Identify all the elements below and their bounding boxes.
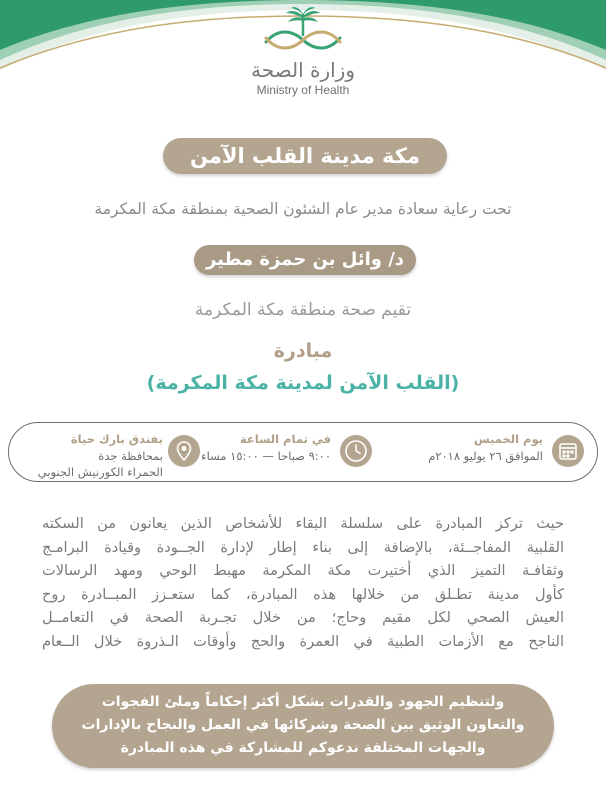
clock-icon [339, 434, 373, 468]
initiative-label: مبادرة [273, 340, 333, 362]
initiative-description [42, 512, 564, 653]
sponsor-text: تحت رعاية سعادة مدير عام الشئون الصحية بمنطقة مكة المكرمة [94, 200, 512, 218]
invitation-line: والجهات المختلفة ندعوكم للمشاركة في هذه المبادرة [120, 740, 486, 756]
ministry-logo [0, 6, 606, 97]
date-cell [401, 423, 597, 481]
description-line: كأول مدينة تطـلق من خلالها هذه المبادرة، كما ستعـزز المبــادرة روح [42, 585, 564, 603]
description-line: القلبية المفاجــئة، بالإضافة إلى بناء إطار لإدارة الجــودة وقيادة البرامـج [42, 538, 564, 556]
sponsor-name-banner: د/ وائل بن حمزة مطير [194, 245, 416, 275]
time-cell [201, 423, 397, 481]
initiative-name: (القلب الآمن لمدينة مكة المكرمة) [146, 372, 460, 394]
description-line: الناجح مع الأزمات الطبية في العمرة والحج وأوقات الـذروة خلال الــعام [42, 632, 564, 650]
ministry-name-arabic: وزارة الصحة [251, 58, 355, 82]
location-cell [9, 423, 205, 481]
description-line: حيث تركز المبادرة على سلسلة البقاء للأشخاص الذين يعانون من السكته [42, 515, 564, 532]
description-line: وثقافـة التميز الذي أختيرت مكة المكرمة مهبط الوحي ومهد الرسالات [42, 562, 564, 579]
invitation-line: ولتنظيم الجهود والقدرات بشكل أكثر إحكاماً وملئ الفجوات [101, 694, 505, 710]
invitation-line: والتعاون الوثيق بين الصحة وشركائها في العمل والنجاح بالإدارات [81, 717, 525, 733]
time-label: في تمام الساعة [239, 432, 331, 446]
event-title-banner: مكة مدينة القلب الآمن [163, 138, 447, 174]
calendar-icon [551, 434, 585, 468]
location-line3: الحمراء الكورنيش الجنوبي [37, 465, 163, 479]
ministry-name-english: Ministry of Health [256, 83, 350, 97]
event-date: الموافق ٢٦ يوليو ٢٠١٨م [428, 449, 543, 463]
event-day: يوم الخميس [473, 432, 543, 446]
organizer-text: تقيم صحة منطقة مكة المكرمة [194, 300, 412, 320]
invitation-banner [52, 684, 554, 768]
event-info-box [8, 422, 598, 482]
location-line1: بفندق بارك حياة [70, 432, 163, 446]
palm-swords-emblem-icon [258, 6, 348, 56]
time-range: ٩:٠٠ صباحا — ١٥:٠٠ مساء [201, 449, 331, 463]
description-line: العيش الصحي لكل مقيم وحاج؛ من خلال تجـربة الصحة في التعامــل [42, 609, 564, 626]
location-pin-icon [167, 434, 201, 468]
location-line2: بمحافظة جدة [98, 449, 163, 463]
